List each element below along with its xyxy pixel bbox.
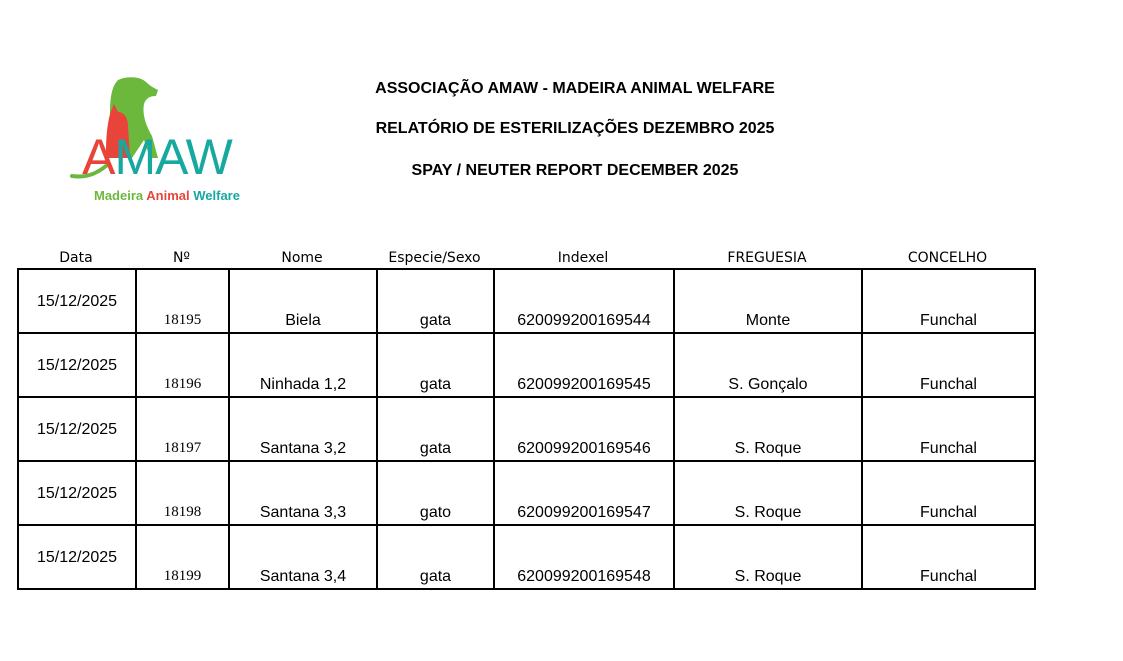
logo-wordmark: AMAW [82, 129, 232, 185]
freguesia-cell [674, 333, 862, 397]
report-title: ASSOCIAÇÃO AMAW - MADEIRA ANIMAL WELFARE [375, 80, 775, 97]
species-sex-cell-value: gata [419, 568, 452, 585]
indexel-cell-value: 620099200169545 [517, 376, 651, 393]
column-header-numero: Nº [172, 250, 191, 266]
table-row [18, 525, 1035, 589]
concelho-cell-value: Funchal [920, 440, 977, 457]
name-cell-value: Santana 3,4 [259, 568, 347, 585]
name-cell [229, 397, 377, 461]
concelho-cell-value: Funchal [920, 312, 977, 329]
concelho-cell [862, 525, 1035, 589]
freguesia-cell-value: Monte [745, 312, 791, 329]
species-sex-cell [377, 333, 494, 397]
logo-tagline: Madeira Animal Welfare [94, 188, 240, 203]
freguesia-cell [674, 269, 862, 333]
number-cell-value: 18199 [163, 568, 202, 584]
sterilization-table [17, 268, 1036, 590]
indexel-cell [494, 397, 674, 461]
column-header-nome: Nome [281, 250, 323, 266]
amaw-logo [66, 74, 246, 206]
freguesia-cell [674, 397, 862, 461]
number-cell [136, 525, 229, 589]
species-sex-cell [377, 397, 494, 461]
table-row [18, 269, 1035, 333]
species-sex-cell-value: gata [419, 440, 452, 457]
concelho-cell [862, 397, 1035, 461]
indexel-cell-value: 620099200169547 [517, 504, 651, 521]
name-cell [229, 333, 377, 397]
concelho-cell-value: Funchal [920, 504, 977, 521]
name-cell [229, 269, 377, 333]
freguesia-cell-value: S. Gonçalo [728, 376, 808, 393]
number-cell-value: 18198 [163, 504, 202, 520]
name-cell-value: Biela [285, 312, 321, 329]
indexel-cell-value: 620099200169546 [517, 440, 651, 457]
number-cell [136, 461, 229, 525]
species-sex-cell-value: gata [419, 312, 452, 329]
date-cell [18, 333, 136, 397]
date-cell-value: 15/12/2025 [36, 293, 118, 310]
number-cell-value: 18196 [163, 376, 202, 392]
indexel-cell [494, 461, 674, 525]
species-sex-cell [377, 269, 494, 333]
date-cell-value: 15/12/2025 [36, 357, 118, 374]
date-cell-value: 15/12/2025 [36, 421, 118, 438]
date-cell [18, 525, 136, 589]
number-cell [136, 333, 229, 397]
concelho-cell [862, 333, 1035, 397]
indexel-cell-value: 620099200169548 [517, 568, 651, 585]
date-cell [18, 397, 136, 461]
species-sex-cell [377, 461, 494, 525]
concelho-cell-value: Funchal [920, 376, 977, 393]
number-cell-value: 18195 [163, 312, 202, 328]
report-subtitle-pt: RELATÓRIO DE ESTERILIZAÇÕES DEZEMBRO 2025 [375, 120, 775, 137]
number-cell [136, 269, 229, 333]
indexel-cell [494, 269, 674, 333]
indexel-cell-value: 620099200169544 [517, 312, 651, 329]
freguesia-cell [674, 461, 862, 525]
column-header-especie-sexo: Especie/Sexo [388, 250, 481, 266]
concelho-cell-value: Funchal [920, 568, 977, 585]
table-row [18, 397, 1035, 461]
date-cell [18, 269, 136, 333]
name-cell-value: Ninhada 1,2 [259, 376, 347, 393]
concelho-cell [862, 269, 1035, 333]
date-cell-value: 15/12/2025 [36, 485, 118, 502]
indexel-cell [494, 333, 674, 397]
date-cell [18, 461, 136, 525]
number-cell [136, 397, 229, 461]
table-row [18, 461, 1035, 525]
name-cell [229, 461, 377, 525]
name-cell-value: Santana 3,3 [259, 504, 347, 521]
indexel-cell [494, 525, 674, 589]
freguesia-cell-value: S. Roque [734, 568, 802, 585]
species-sex-cell-value: gata [419, 376, 452, 393]
report-subtitle-en: SPAY / NEUTER REPORT DECEMBER 2025 [411, 162, 739, 179]
column-header-indexel: Indexel [557, 250, 609, 266]
column-header-concelho: CONCELHO [907, 250, 988, 266]
table-row [18, 333, 1035, 397]
freguesia-cell-value: S. Roque [734, 440, 802, 457]
name-cell [229, 525, 377, 589]
freguesia-cell [674, 525, 862, 589]
column-header-data: Data [59, 250, 93, 266]
freguesia-cell-value: S. Roque [734, 504, 802, 521]
column-header-freguesia: FREGUESIA [727, 250, 807, 266]
concelho-cell [862, 461, 1035, 525]
date-cell-value: 15/12/2025 [36, 549, 118, 566]
number-cell-value: 18197 [163, 440, 202, 456]
name-cell-value: Santana 3,2 [259, 440, 347, 457]
species-sex-cell-value: gato [419, 504, 452, 521]
species-sex-cell [377, 525, 494, 589]
